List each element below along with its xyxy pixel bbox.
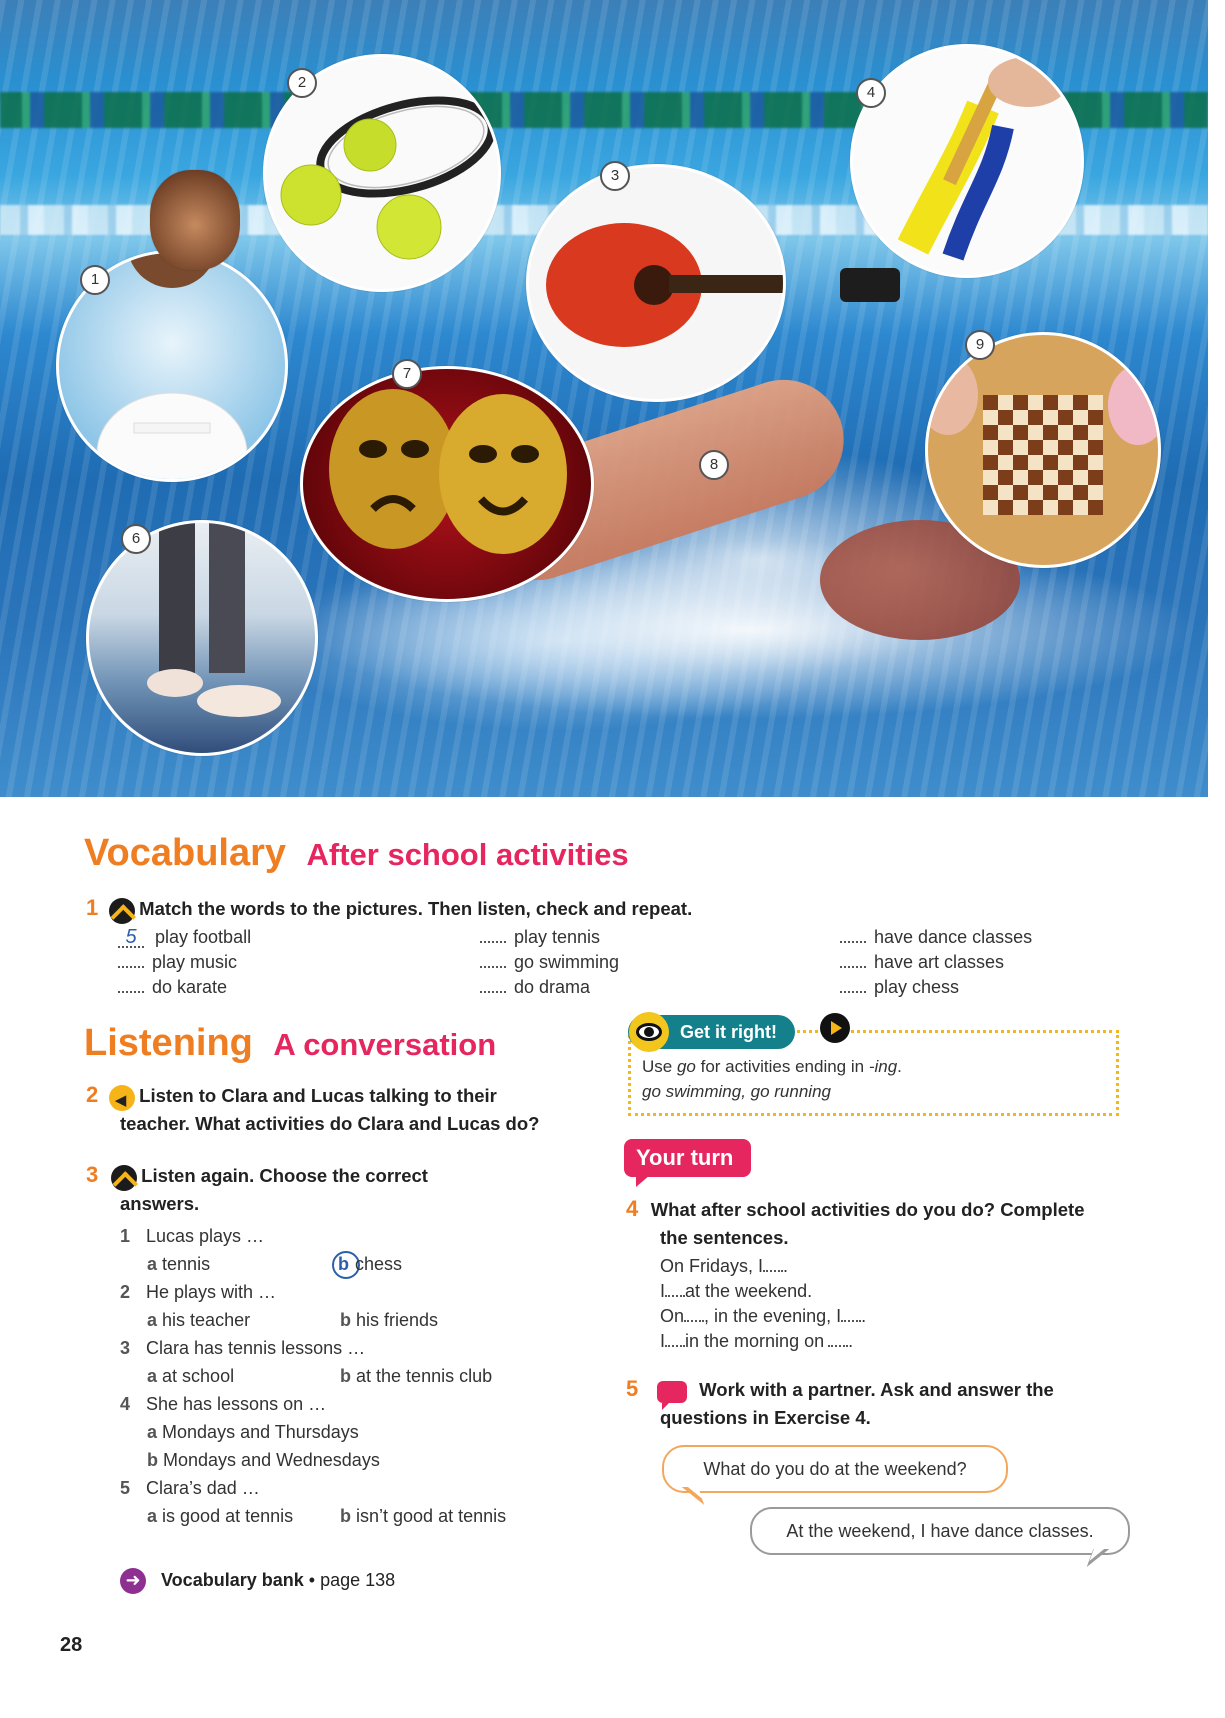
picture-ballet (86, 520, 318, 756)
answer-blank[interactable] (840, 950, 866, 968)
answer-blank[interactable] (665, 1331, 685, 1347)
ballet-feet-illustration (89, 523, 315, 753)
options-row (120, 1250, 560, 1278)
option-a[interactable]: a is good at tennis (147, 1506, 294, 1526)
your-turn-label: Your turn (624, 1139, 751, 1177)
answer-blank[interactable] (840, 975, 866, 993)
vocab-item[interactable] (118, 950, 251, 975)
sentence: On , in the evening, I . (660, 1306, 867, 1326)
exercise-number: 3 (86, 1162, 99, 1187)
picture-number-tag: 6 (121, 524, 151, 554)
vocab-item[interactable] (840, 950, 1032, 975)
audio-icon[interactable] (111, 1165, 137, 1191)
question (120, 1334, 560, 1362)
option-b[interactable]: b isn’t good at tennis (340, 1506, 507, 1526)
exercise-4-instruction (626, 1196, 1084, 1251)
instruction-text: the sentences. (660, 1227, 789, 1248)
question-list (120, 1222, 560, 1530)
get-it-right-text (642, 1054, 902, 1104)
picture-number-tag: 9 (965, 330, 995, 360)
option-b[interactable]: b at the tennis club (340, 1366, 493, 1386)
vocab-phrase: do drama (514, 977, 591, 997)
speech-bubble-answer: At the weekend, I have dance classes. (750, 1507, 1130, 1555)
arrow-right-icon: ➜ (120, 1568, 146, 1594)
question (120, 1222, 560, 1250)
option-a[interactable]: a his teacher (147, 1310, 251, 1330)
exercise-3-instruction (86, 1162, 428, 1217)
vocab-column-2 (480, 925, 619, 1000)
option-a[interactable]: a Mondays and Thursdays (147, 1422, 359, 1442)
picture-painting (850, 44, 1084, 278)
vocab-item (118, 925, 251, 950)
exercise-number: 1 (86, 895, 99, 920)
vocab-column-1 (118, 925, 251, 1000)
instruction-text: Listen to Clara and Lucas talking to their (139, 1085, 497, 1106)
picture-chess (925, 332, 1161, 568)
audio-icon[interactable] (109, 898, 135, 924)
answer-blank[interactable] (118, 975, 144, 993)
tip-line: Use go for activities ending in -ing. (642, 1057, 902, 1076)
your-turn-label-tail (636, 1175, 650, 1187)
question-stem: Clara’s dad … (146, 1478, 260, 1498)
tip-example: go swimming, go running (642, 1082, 831, 1101)
picture-karate-face (150, 170, 240, 270)
guitar-headstock (840, 268, 900, 302)
section-subtitle: A conversation (273, 1027, 497, 1062)
option-a[interactable]: a tennis (147, 1254, 211, 1274)
bullet: • (308, 1569, 316, 1590)
hero-photo (0, 0, 1208, 797)
answer-example: 5 (118, 928, 144, 948)
picture-number-tag: 8 (699, 450, 729, 480)
vocab-item[interactable] (840, 975, 1032, 1000)
answer-blank[interactable] (665, 1281, 685, 1297)
sentence: I at the weekend. (660, 1281, 813, 1301)
vocab-item[interactable] (118, 975, 251, 1000)
exercise-2-instruction (86, 1082, 539, 1137)
options-row (120, 1502, 560, 1530)
picture-number-tag: 3 (600, 161, 630, 191)
question-stem: Clara has tennis lessons … (146, 1338, 366, 1358)
page-number: 28 (60, 1634, 83, 1656)
vocab-phrase: play tennis (514, 927, 601, 947)
question-number: 2 (120, 1282, 131, 1302)
instruction-text: Match the words to the pictures. Then listen, check and repeat. (139, 898, 693, 919)
instruction-text: Listen again. Choose the correct (141, 1165, 428, 1186)
question-stem: Lucas plays … (146, 1226, 265, 1246)
guitar-illustration (529, 167, 783, 399)
sentence: I in the morning on . (660, 1331, 854, 1351)
option-b[interactable]: b his friends (340, 1310, 439, 1330)
speaker-icon[interactable] (109, 1085, 135, 1111)
vocab-phrase: go swimming (514, 952, 620, 972)
chat-icon (657, 1381, 687, 1403)
get-it-right-label: Get it right! (628, 1015, 795, 1049)
question-stem: He plays with … (146, 1282, 277, 1302)
vocab-item[interactable] (480, 950, 619, 975)
exercise-number: 5 (626, 1376, 639, 1401)
question (120, 1278, 560, 1306)
options-row (120, 1362, 560, 1390)
sentence: On Fridays, I . (660, 1256, 789, 1276)
question-number: 4 (120, 1394, 131, 1414)
drama-masks-illustration (303, 369, 591, 599)
vocabulary-heading (84, 832, 629, 875)
instruction-text: What after school activities do you do? Complete (650, 1199, 1085, 1220)
instruction-text: Work with a partner. Ask and answer the (699, 1379, 1054, 1400)
exercise-5-instruction (626, 1376, 1054, 1431)
vocab-phrase: play music (152, 952, 238, 972)
picture-drama (300, 366, 594, 602)
vocab-phrase: play football (155, 927, 252, 947)
question-number: 3 (120, 1338, 131, 1358)
chessboard-illustration (928, 335, 1158, 565)
question-number: 1 (120, 1226, 131, 1246)
vocab-bank-label: Vocabulary bank (161, 1569, 304, 1590)
picture-number-tag: 4 (856, 78, 886, 108)
answer-blank[interactable] (840, 925, 866, 943)
instruction-text: questions in Exercise 4. (660, 1407, 871, 1428)
vocab-phrase: do karate (152, 977, 228, 997)
answer-blank[interactable] (480, 975, 506, 993)
speech-bubble-question: What do you do at the weekend? (662, 1445, 1008, 1493)
listening-heading (84, 1022, 496, 1065)
eye-icon (629, 1012, 669, 1052)
option-b[interactable]: b Mondays and Wednesdays (147, 1450, 380, 1470)
answer-blank[interactable] (763, 1256, 783, 1272)
question (120, 1390, 560, 1418)
picture-number-tag: 1 (80, 265, 110, 295)
vocab-item[interactable] (480, 975, 619, 1000)
instruction-text: teacher. What activities do Clara and Lucas do? (120, 1113, 540, 1134)
question-stem: She has lessons on … (146, 1394, 327, 1414)
exercise-number: 4 (626, 1196, 639, 1221)
question (120, 1474, 560, 1502)
vocab-column-3 (840, 925, 1032, 1000)
picture-number-tag: 2 (287, 68, 317, 98)
vocab-item[interactable] (840, 925, 1032, 950)
sentence-list (660, 1254, 866, 1354)
vocab-phrase: play chess (874, 977, 960, 997)
vocab-phrase: have dance classes (874, 927, 1033, 947)
section-title: Listening (84, 1022, 253, 1064)
answer-blank[interactable] (828, 1331, 848, 1347)
answer-blank[interactable] (480, 950, 506, 968)
answer-blank[interactable] (841, 1306, 861, 1322)
vocab-item[interactable] (480, 925, 619, 950)
play-icon[interactable] (820, 1013, 850, 1043)
section-title: Vocabulary (84, 832, 287, 874)
answer-blank[interactable] (684, 1306, 704, 1322)
options-row (120, 1306, 560, 1334)
answer-blank[interactable] (480, 925, 506, 943)
paintbrush-illustration (853, 47, 1081, 275)
instruction-text: answers. (120, 1193, 200, 1214)
picture-number-tag: 7 (392, 359, 422, 389)
option-b[interactable]: b chess (338, 1254, 403, 1274)
exercise-1-instruction (86, 895, 692, 924)
section-subtitle: After school activities (306, 837, 629, 872)
picture-guitar (526, 164, 786, 402)
question-number: 5 (120, 1478, 131, 1498)
vocab-phrase: have art classes (874, 952, 1005, 972)
answer-blank[interactable] (118, 950, 144, 968)
option-a[interactable]: a at school (147, 1366, 235, 1386)
vocabulary-bank-link[interactable] (120, 1568, 395, 1594)
exercise-number: 2 (86, 1082, 99, 1107)
page-reference: page 138 (320, 1569, 396, 1590)
